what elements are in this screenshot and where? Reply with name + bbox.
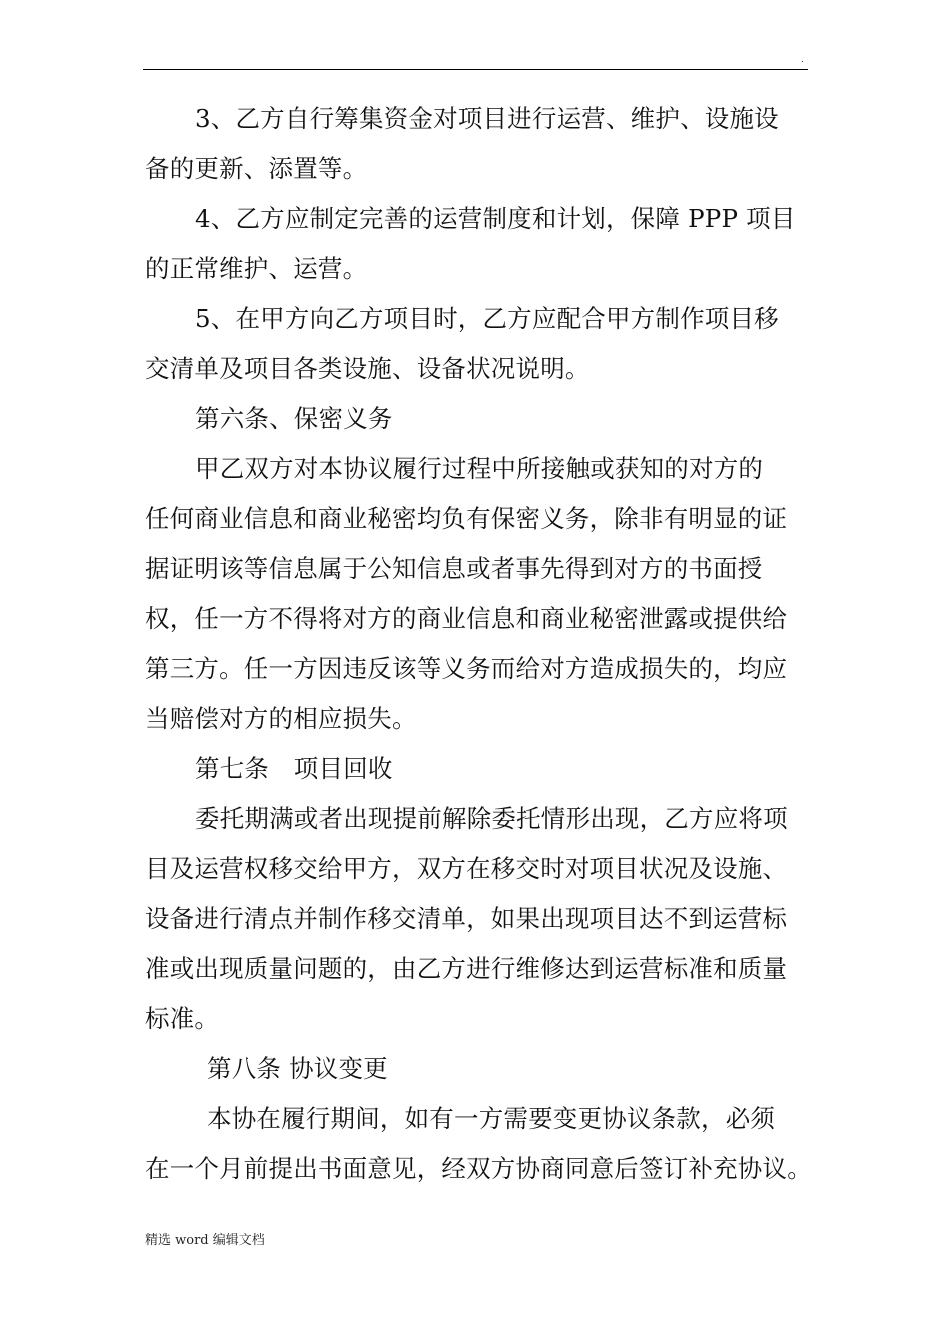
article-7-heading: 第七条 项目回收 — [195, 754, 393, 783]
article-7-paragraph-line-2: 目及运营权移交给甲方，双方在移交时对项目状况及设施、 — [145, 854, 788, 883]
article-6-heading: 第六条、保密义务 — [195, 404, 393, 433]
article-6-paragraph-line-5: 第三方。任一方因违反该等义务而给对方造成损失的，均应 — [145, 654, 788, 683]
article-7-paragraph-line-3: 设备进行清点并制作移交清单，如果出现项目达不到运营标 — [145, 904, 788, 933]
article-6-paragraph-line-2: 任何商业信息和商业秘密均负有保密义务，除非有明显的证 — [145, 504, 788, 533]
clause-item-3: 3、乙方自行筹集资金对项目进行运营、维护、设施设 — [195, 104, 779, 133]
clause-item-4-continued: 的正常维护、运营。 — [145, 254, 368, 283]
article-7-paragraph-line-5: 标准。 — [145, 1004, 220, 1033]
article-8-heading: 第八条 协议变更 — [207, 1054, 388, 1083]
article-6-paragraph-line-6: 当赔偿对方的相应损失。 — [145, 704, 417, 733]
article-6-paragraph-line-3: 据证明该等信息属于公知信息或者事先得到对方的书面授 — [145, 554, 763, 583]
document-body — [145, 94, 825, 1194]
article-7-paragraph: 委托期满或者出现提前解除委托情形出现，乙方应将项 — [195, 804, 788, 833]
clause-item-5-continued: 交清单及项目各类设施、设备状况说明。 — [145, 354, 590, 383]
clause-item-5: 5、在甲方向乙方项目时，乙方应配合甲方制作项目移 — [195, 304, 779, 333]
article-7-paragraph-line-4: 准或出现质量问题的，由乙方进行维修达到运营标准和质量 — [145, 954, 788, 983]
footer-text: 精选 word 编辑文档 — [145, 1233, 265, 1248]
article-8-paragraph: 本协在履行期间，如有一方需要变更协议条款，必须 — [207, 1104, 776, 1133]
article-6-paragraph-line-4: 权，任一方不得将对方的商业信息和商业秘密泄露或提供给 — [145, 604, 788, 633]
article-8-paragraph-line-2: 在一个月前提出书面意见，经双方协商同意后签订补充协议。 — [145, 1154, 812, 1183]
clause-item-3-continued: 备的更新、添置等。 — [145, 154, 368, 183]
clause-item-4: 4、乙方应制定完善的运营制度和计划，保障 PPP 项目 — [195, 204, 796, 233]
header-rule — [143, 69, 808, 70]
article-6-paragraph: 甲乙双方对本协议履行过程中所接触或获知的对方的 — [195, 454, 764, 483]
header-mark: . — [801, 55, 804, 65]
